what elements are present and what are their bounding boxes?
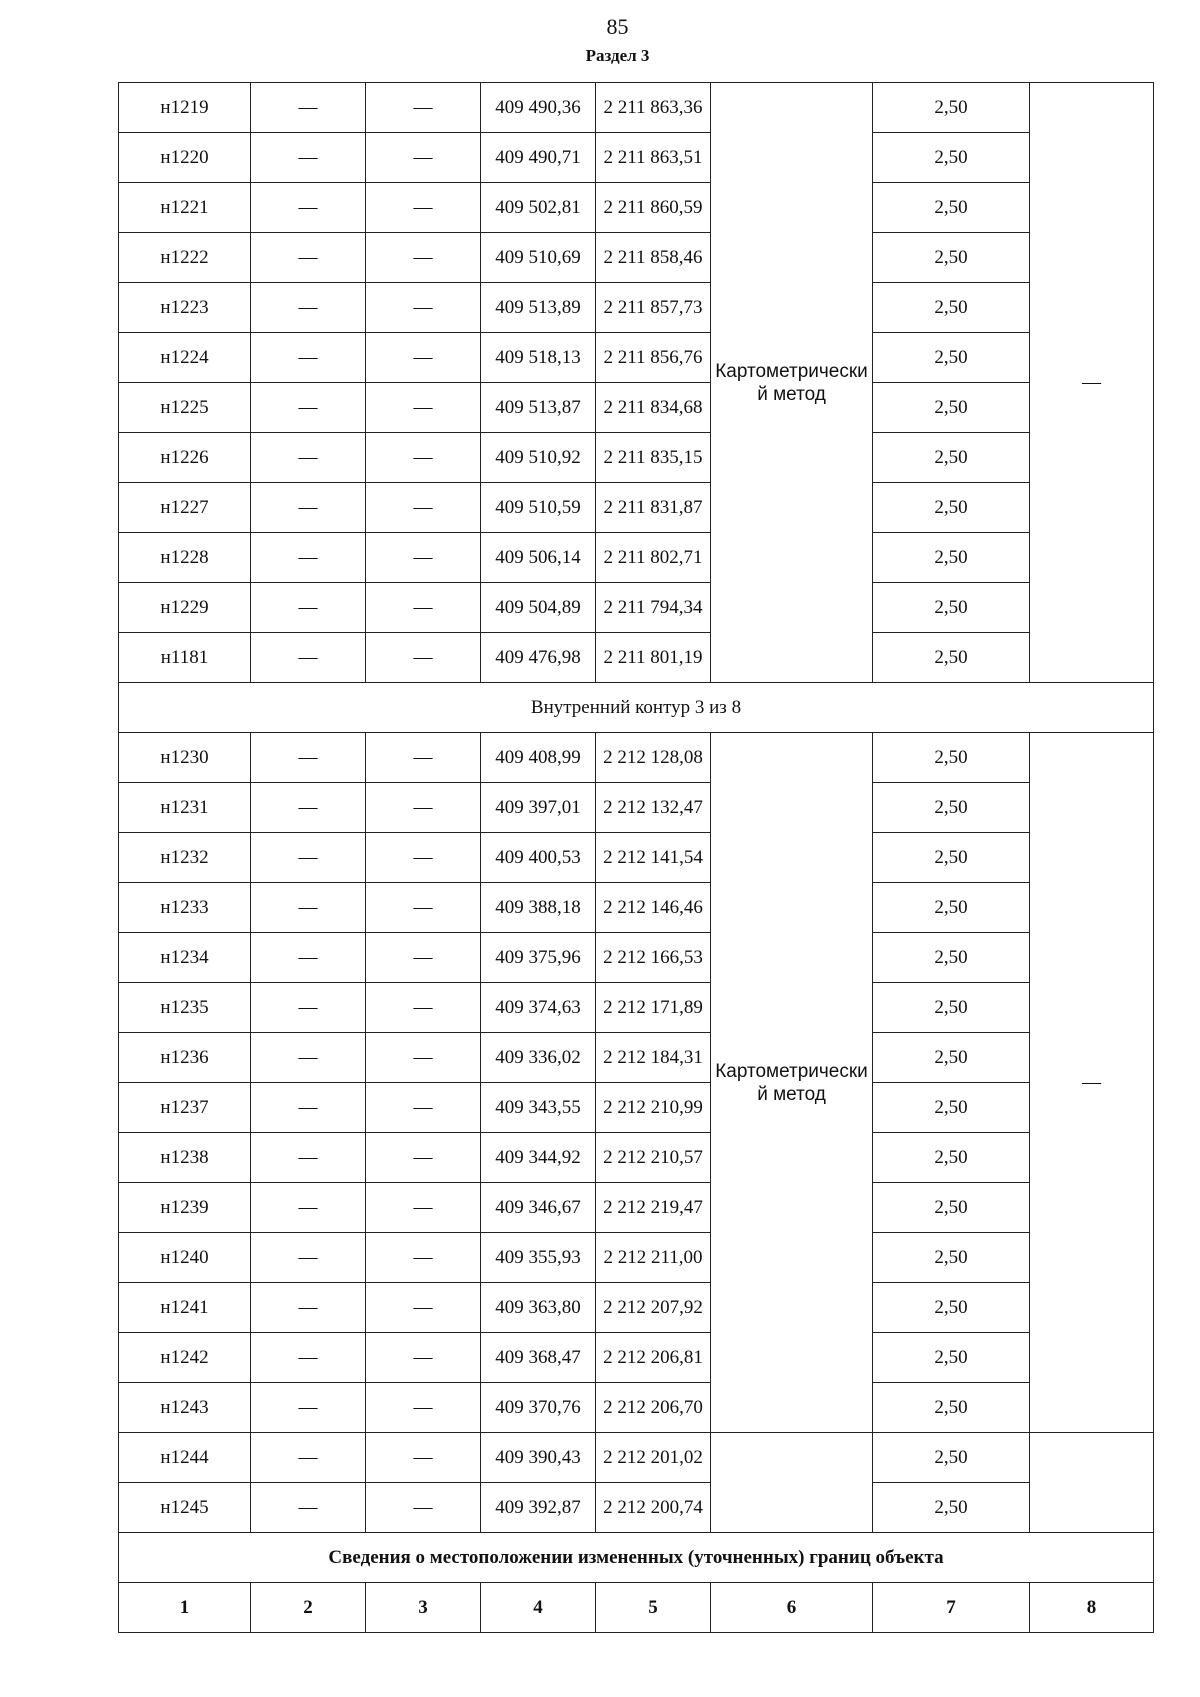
dash-cell: — [251, 1283, 366, 1333]
dash-cell: — [366, 233, 481, 283]
x-coordinate-cell: 409 518,13 [481, 333, 596, 383]
table-row [119, 1283, 1154, 1333]
x-coordinate-cell: 409 510,59 [481, 483, 596, 533]
point-name-cell: н1236 [119, 1033, 251, 1083]
accuracy-cell: 2,50 [873, 1433, 1030, 1483]
column-number: 5 [596, 1583, 711, 1633]
x-coordinate-cell: 409 506,14 [481, 533, 596, 583]
accuracy-cell: 2,50 [873, 1233, 1030, 1283]
point-name-cell: н1244 [119, 1433, 251, 1483]
section-title: Раздел 3 [585, 46, 650, 65]
accuracy-cell: 2,50 [873, 133, 1030, 183]
dash-cell: — [251, 433, 366, 483]
dash-cell: — [251, 633, 366, 683]
x-coordinate-cell: 409 390,43 [481, 1433, 596, 1483]
point-name-cell: н1225 [119, 383, 251, 433]
accuracy-cell: 2,50 [873, 533, 1030, 583]
table-row [119, 333, 1154, 383]
accuracy-cell: 2,50 [873, 633, 1030, 683]
table-row [119, 633, 1154, 683]
point-name-cell: н1229 [119, 583, 251, 633]
point-name-cell: н1224 [119, 333, 251, 383]
x-coordinate-cell: 409 375,96 [481, 933, 596, 983]
dash-cell: — [366, 483, 481, 533]
table-row [119, 783, 1154, 833]
dash-cell: — [251, 933, 366, 983]
accuracy-cell: 2,50 [873, 833, 1030, 883]
point-name-cell: н1232 [119, 833, 251, 883]
table-row [119, 883, 1154, 933]
dash-cell: — [366, 733, 481, 783]
contour-label-row [119, 683, 1154, 733]
point-name-cell: н1235 [119, 983, 251, 1033]
column-number: 3 [366, 1583, 481, 1633]
column-8-cell: — [1030, 83, 1154, 683]
y-coordinate-cell: 2 211 794,34 [596, 583, 711, 633]
y-coordinate-cell: 2 211 801,19 [596, 633, 711, 683]
y-coordinate-cell: 2 212 132,47 [596, 783, 711, 833]
dash-cell: — [251, 183, 366, 233]
dash-cell: — [251, 383, 366, 433]
dash-cell: — [251, 333, 366, 383]
accuracy-cell: 2,50 [873, 383, 1030, 433]
dash-cell: — [366, 1133, 481, 1183]
accuracy-cell: 2,50 [873, 983, 1030, 1033]
x-coordinate-cell: 409 510,69 [481, 233, 596, 283]
table-row [119, 1133, 1154, 1183]
dash-cell: — [251, 1133, 366, 1183]
point-name-cell: н1220 [119, 133, 251, 183]
column-number: 8 [1030, 1583, 1154, 1633]
table-row [119, 183, 1154, 233]
dash-cell: — [251, 583, 366, 633]
column-number: 2 [251, 1583, 366, 1633]
dash-cell: — [251, 233, 366, 283]
accuracy-cell: 2,50 [873, 333, 1030, 383]
accuracy-cell: 2,50 [873, 1083, 1030, 1133]
footer-title-row [119, 1533, 1154, 1583]
x-coordinate-cell: 409 502,81 [481, 183, 596, 233]
point-name-cell: н1223 [119, 283, 251, 333]
x-coordinate-cell: 409 344,92 [481, 1133, 596, 1183]
x-coordinate-cell: 409 510,92 [481, 433, 596, 483]
y-coordinate-cell: 2 211 802,71 [596, 533, 711, 583]
dash-cell: — [366, 83, 481, 133]
x-coordinate-cell: 409 490,36 [481, 83, 596, 133]
x-coordinate-cell: 409 370,76 [481, 1383, 596, 1433]
dash-cell: — [251, 883, 366, 933]
column-number: 1 [119, 1583, 251, 1633]
point-name-cell: н1234 [119, 933, 251, 983]
method-cell: Картометрически й метод [711, 733, 873, 1433]
table-body [119, 83, 1154, 1633]
column-number: 4 [481, 1583, 596, 1633]
y-coordinate-cell: 2 212 211,00 [596, 1233, 711, 1283]
accuracy-cell: 2,50 [873, 1283, 1030, 1333]
accuracy-cell: 2,50 [873, 733, 1030, 783]
x-coordinate-cell: 409 513,87 [481, 383, 596, 433]
x-coordinate-cell: 409 490,71 [481, 133, 596, 183]
point-name-cell: н1239 [119, 1183, 251, 1233]
dash-cell: — [366, 333, 481, 383]
point-name-cell: н1219 [119, 83, 251, 133]
dash-cell: — [366, 583, 481, 633]
accuracy-cell: 2,50 [873, 83, 1030, 133]
accuracy-cell: 2,50 [873, 1133, 1030, 1183]
table-row [119, 1433, 1154, 1483]
point-name-cell: н1243 [119, 1383, 251, 1433]
table-row [119, 1333, 1154, 1383]
x-coordinate-cell: 409 513,89 [481, 283, 596, 333]
y-coordinate-cell: 2 212 219,47 [596, 1183, 711, 1233]
page-number: 85 [606, 14, 629, 39]
y-coordinate-cell: 2 212 171,89 [596, 983, 711, 1033]
table-row [119, 483, 1154, 533]
column-number: 7 [873, 1583, 1030, 1633]
accuracy-cell: 2,50 [873, 883, 1030, 933]
dash-cell: — [251, 1483, 366, 1533]
x-coordinate-cell: 409 397,01 [481, 783, 596, 833]
dash-cell: — [251, 83, 366, 133]
dash-cell: — [366, 1483, 481, 1533]
accuracy-cell: 2,50 [873, 1183, 1030, 1233]
dash-cell: — [251, 983, 366, 1033]
y-coordinate-cell: 2 212 210,57 [596, 1133, 711, 1183]
accuracy-cell: 2,50 [873, 1483, 1030, 1533]
table-row [119, 283, 1154, 333]
table-row [119, 1183, 1154, 1233]
x-coordinate-cell: 409 374,63 [481, 983, 596, 1033]
dash-cell: — [251, 1033, 366, 1083]
dash-cell: — [366, 1233, 481, 1283]
table-row [119, 833, 1154, 883]
accuracy-cell: 2,50 [873, 483, 1030, 533]
table-row [119, 1383, 1154, 1433]
dash-cell: — [366, 433, 481, 483]
y-coordinate-cell: 2 212 184,31 [596, 1033, 711, 1083]
y-coordinate-cell: 2 211 856,76 [596, 333, 711, 383]
dash-cell: — [366, 983, 481, 1033]
x-coordinate-cell: 409 336,02 [481, 1033, 596, 1083]
accuracy-cell: 2,50 [873, 583, 1030, 633]
empty-column-8-cell [1030, 1433, 1154, 1533]
point-name-cell: н1238 [119, 1133, 251, 1183]
dash-cell: — [366, 1083, 481, 1133]
empty-method-cell [711, 1433, 873, 1533]
table-row [119, 133, 1154, 183]
dash-cell: — [366, 183, 481, 233]
coordinates-table [118, 82, 1154, 1633]
point-name-cell: н1231 [119, 783, 251, 833]
x-coordinate-cell: 409 504,89 [481, 583, 596, 633]
table-row [119, 1033, 1154, 1083]
accuracy-cell: 2,50 [873, 283, 1030, 333]
y-coordinate-cell: 2 212 206,81 [596, 1333, 711, 1383]
x-coordinate-cell: 409 392,87 [481, 1483, 596, 1533]
dash-cell: — [366, 1033, 481, 1083]
point-name-cell: н1240 [119, 1233, 251, 1283]
table-row [119, 383, 1154, 433]
dash-cell: — [366, 133, 481, 183]
dash-cell: — [251, 733, 366, 783]
x-coordinate-cell: 409 355,93 [481, 1233, 596, 1283]
accuracy-cell: 2,50 [873, 183, 1030, 233]
y-coordinate-cell: 2 212 206,70 [596, 1383, 711, 1433]
dash-cell: — [366, 933, 481, 983]
dash-cell: — [366, 283, 481, 333]
dash-cell: — [366, 833, 481, 883]
table-row [119, 983, 1154, 1033]
dash-cell: — [366, 1383, 481, 1433]
table-row [119, 1083, 1154, 1133]
point-name-cell: н1226 [119, 433, 251, 483]
x-coordinate-cell: 409 368,47 [481, 1333, 596, 1383]
accuracy-cell: 2,50 [873, 433, 1030, 483]
y-coordinate-cell: 2 211 860,59 [596, 183, 711, 233]
dash-cell: — [251, 1233, 366, 1283]
accuracy-cell: 2,50 [873, 1383, 1030, 1433]
column-number: 6 [711, 1583, 873, 1633]
table-row [119, 733, 1154, 783]
point-name-cell: н1222 [119, 233, 251, 283]
dash-cell: — [251, 1433, 366, 1483]
accuracy-cell: 2,50 [873, 1033, 1030, 1083]
point-name-cell: н1233 [119, 883, 251, 933]
point-name-cell: н1242 [119, 1333, 251, 1383]
dash-cell: — [251, 483, 366, 533]
column-number-row [119, 1583, 1154, 1633]
point-name-cell: н1245 [119, 1483, 251, 1533]
table-row [119, 533, 1154, 583]
x-coordinate-cell: 409 476,98 [481, 633, 596, 683]
table-row [119, 933, 1154, 983]
dash-cell: — [366, 783, 481, 833]
accuracy-cell: 2,50 [873, 1333, 1030, 1383]
y-coordinate-cell: 2 211 834,68 [596, 383, 711, 433]
dash-cell: — [366, 633, 481, 683]
x-coordinate-cell: 409 388,18 [481, 883, 596, 933]
dash-cell: — [251, 783, 366, 833]
dash-cell: — [251, 533, 366, 583]
y-coordinate-cell: 2 211 863,36 [596, 83, 711, 133]
y-coordinate-cell: 2 212 207,92 [596, 1283, 711, 1333]
dash-cell: — [366, 1183, 481, 1233]
x-coordinate-cell: 409 363,80 [481, 1283, 596, 1333]
accuracy-cell: 2,50 [873, 233, 1030, 283]
y-coordinate-cell: 2 212 146,46 [596, 883, 711, 933]
table-row [119, 583, 1154, 633]
method-cell: Картометрически й метод [711, 83, 873, 683]
x-coordinate-cell: 409 400,53 [481, 833, 596, 883]
y-coordinate-cell: 2 211 858,46 [596, 233, 711, 283]
column-8-cell: — [1030, 733, 1154, 1433]
y-coordinate-cell: 2 212 201,02 [596, 1433, 711, 1483]
table-row [119, 1233, 1154, 1283]
y-coordinate-cell: 2 212 141,54 [596, 833, 711, 883]
dash-cell: — [366, 1283, 481, 1333]
point-name-cell: н1237 [119, 1083, 251, 1133]
table-row [119, 233, 1154, 283]
dash-cell: — [251, 833, 366, 883]
point-name-cell: н1181 [119, 633, 251, 683]
dash-cell: — [251, 1333, 366, 1383]
y-coordinate-cell: 2 212 210,99 [596, 1083, 711, 1133]
dash-cell: — [366, 533, 481, 583]
y-coordinate-cell: 2 211 831,87 [596, 483, 711, 533]
dash-cell: — [251, 1383, 366, 1433]
y-coordinate-cell: 2 212 200,74 [596, 1483, 711, 1533]
table-row [119, 1483, 1154, 1533]
point-name-cell: н1230 [119, 733, 251, 783]
dash-cell: — [366, 883, 481, 933]
contour-label: Внутренний контур 3 из 8 [119, 683, 1154, 733]
x-coordinate-cell: 409 343,55 [481, 1083, 596, 1133]
y-coordinate-cell: 2 212 166,53 [596, 933, 711, 983]
x-coordinate-cell: 409 408,99 [481, 733, 596, 783]
dash-cell: — [366, 383, 481, 433]
footer-title: Сведения о местоположении измененных (уточненных) границ объекта [119, 1533, 1154, 1583]
y-coordinate-cell: 2 211 835,15 [596, 433, 711, 483]
accuracy-cell: 2,50 [873, 783, 1030, 833]
dash-cell: — [366, 1433, 481, 1483]
dash-cell: — [366, 1333, 481, 1383]
y-coordinate-cell: 2 211 857,73 [596, 283, 711, 333]
table-row [119, 433, 1154, 483]
dash-cell: — [251, 1083, 366, 1133]
y-coordinate-cell: 2 212 128,08 [596, 733, 711, 783]
accuracy-cell: 2,50 [873, 933, 1030, 983]
dash-cell: — [251, 133, 366, 183]
table-row [119, 83, 1154, 133]
y-coordinate-cell: 2 211 863,51 [596, 133, 711, 183]
dash-cell: — [251, 1183, 366, 1233]
point-name-cell: н1227 [119, 483, 251, 533]
point-name-cell: н1221 [119, 183, 251, 233]
dash-cell: — [251, 283, 366, 333]
point-name-cell: н1228 [119, 533, 251, 583]
point-name-cell: н1241 [119, 1283, 251, 1333]
x-coordinate-cell: 409 346,67 [481, 1183, 596, 1233]
